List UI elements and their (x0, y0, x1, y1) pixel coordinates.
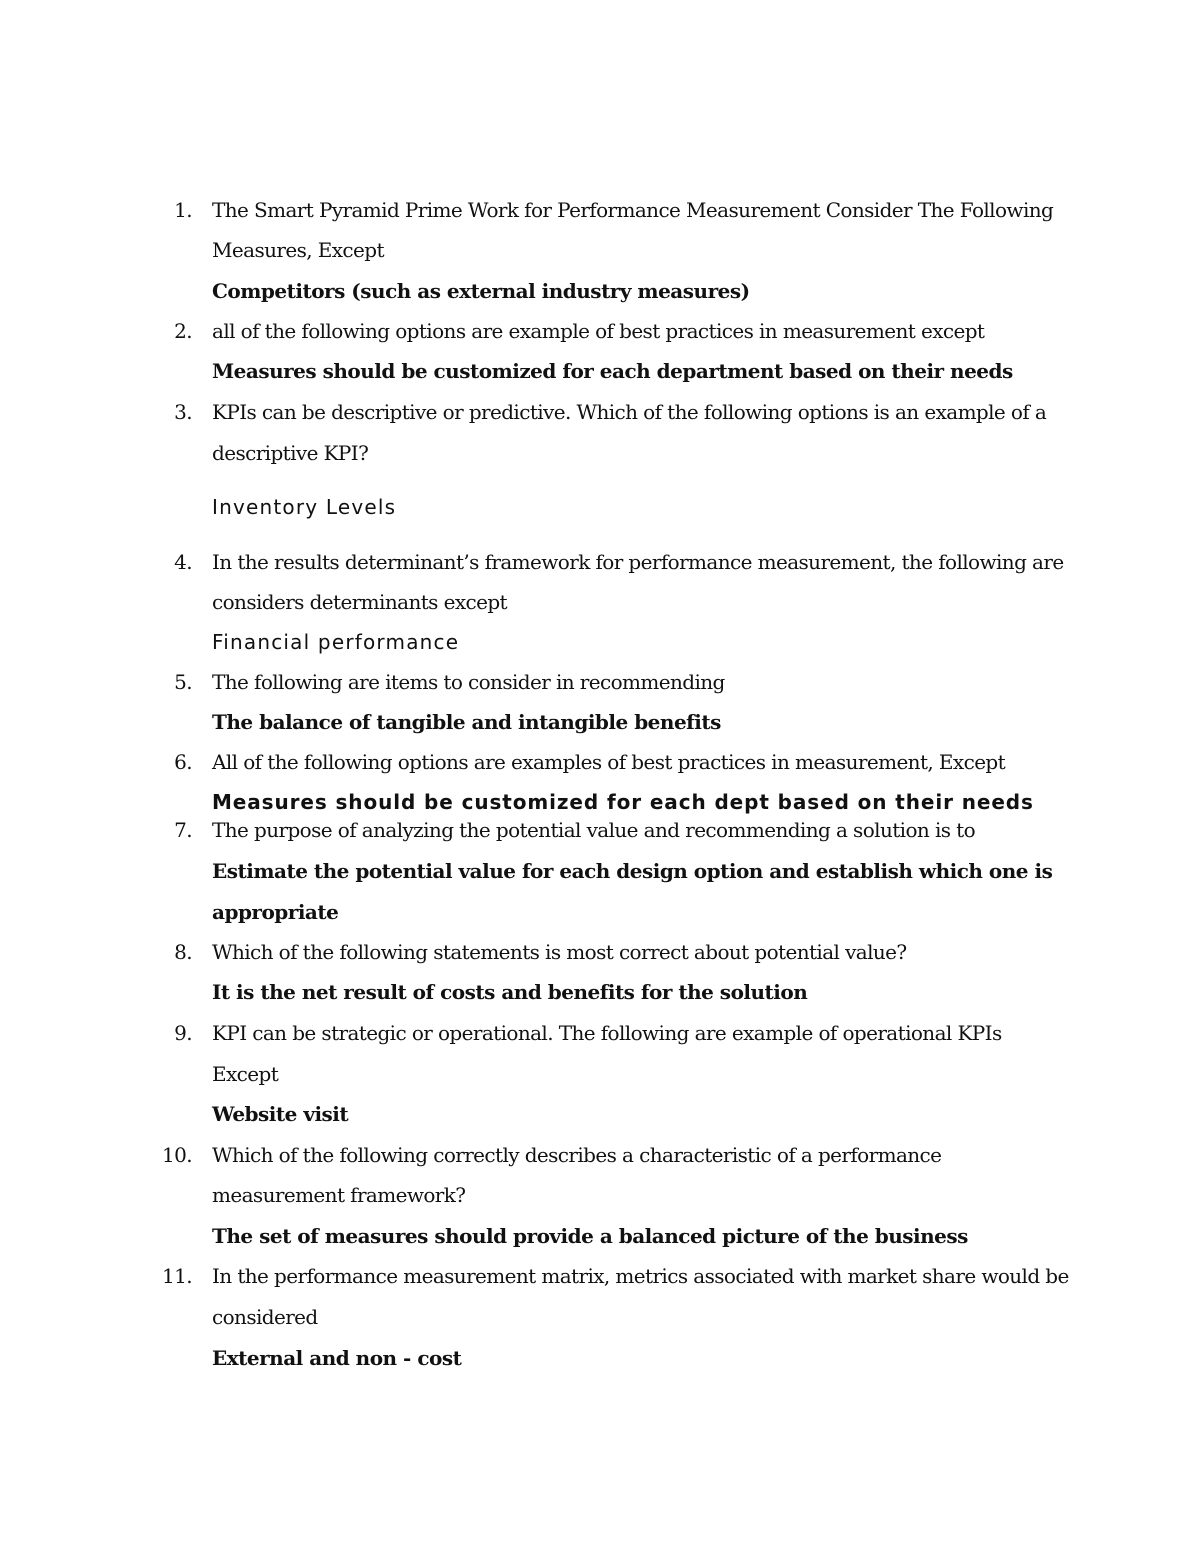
answer-text: Estimate the potential value for each design option and establish which one is (212, 859, 1053, 883)
question-text: Which of the following correctly describes a characteristic of a performance (212, 1143, 942, 1167)
item-number: 1. (174, 198, 192, 222)
answer-text: Inventory Levels (212, 495, 397, 519)
question-text: The purpose of analyzing the potential value and recommending a solution is to (212, 818, 976, 842)
question-text: The following are items to consider in recommending (212, 670, 725, 694)
answer-text: Measures should be customized for each department based on their needs (212, 359, 1013, 383)
question-text: KPIs can be descriptive or predictive. Which of the following options is an example of a (212, 400, 1047, 424)
question-text: The Smart Pyramid Prime Work for Performance Measurement Consider The Following (212, 198, 1054, 222)
item-number: 4. (174, 550, 192, 574)
answer-text: The set of measures should provide a balanced picture of the business (212, 1224, 968, 1248)
item-number: 8. (174, 940, 192, 964)
question-text: descriptive KPI? (212, 441, 369, 465)
question-text: Which of the following statements is most correct about potential value? (212, 940, 907, 964)
answer-text: The balance of tangible and intangible benefits (212, 710, 721, 734)
question-text: All of the following options are examples of best practices in measurement, Except (212, 750, 1006, 774)
item-number: 9. (174, 1021, 192, 1045)
item-number: 5. (174, 670, 192, 694)
question-text: measurement framework? (212, 1183, 466, 1207)
question-text: all of the following options are example of best practices in measurement except (212, 319, 985, 343)
answer-text: Measures should be customized for each dept based on their needs (212, 790, 1034, 814)
item-number: 11. (161, 1264, 192, 1288)
answer-text: appropriate (212, 900, 339, 924)
answer-text: Financial performance (212, 630, 460, 654)
item-number: 6. (174, 750, 192, 774)
question-text: In the performance measurement matrix, metrics associated with market share would be (212, 1264, 1069, 1288)
answer-text: It is the net result of costs and benefits for the solution (212, 980, 808, 1004)
item-number: 3. (174, 400, 192, 424)
question-text: Measures, Except (212, 238, 384, 262)
question-text: In the results determinant’s framework for performance measurement, the following are (212, 550, 1064, 574)
answer-text: Website visit (212, 1102, 349, 1126)
answer-text: Competitors (such as external industry measures) (212, 279, 750, 303)
question-text: considered (212, 1305, 318, 1329)
item-number: 7. (174, 818, 192, 842)
answer-text: External and non - cost (212, 1346, 462, 1370)
item-number: 2. (174, 319, 192, 343)
question-text: Except (212, 1062, 279, 1086)
question-text: KPI can be strategic or operational. The following are example of operational KPIs (212, 1021, 1002, 1045)
item-number: 10. (161, 1143, 192, 1167)
question-text: considers determinants except (212, 590, 507, 614)
